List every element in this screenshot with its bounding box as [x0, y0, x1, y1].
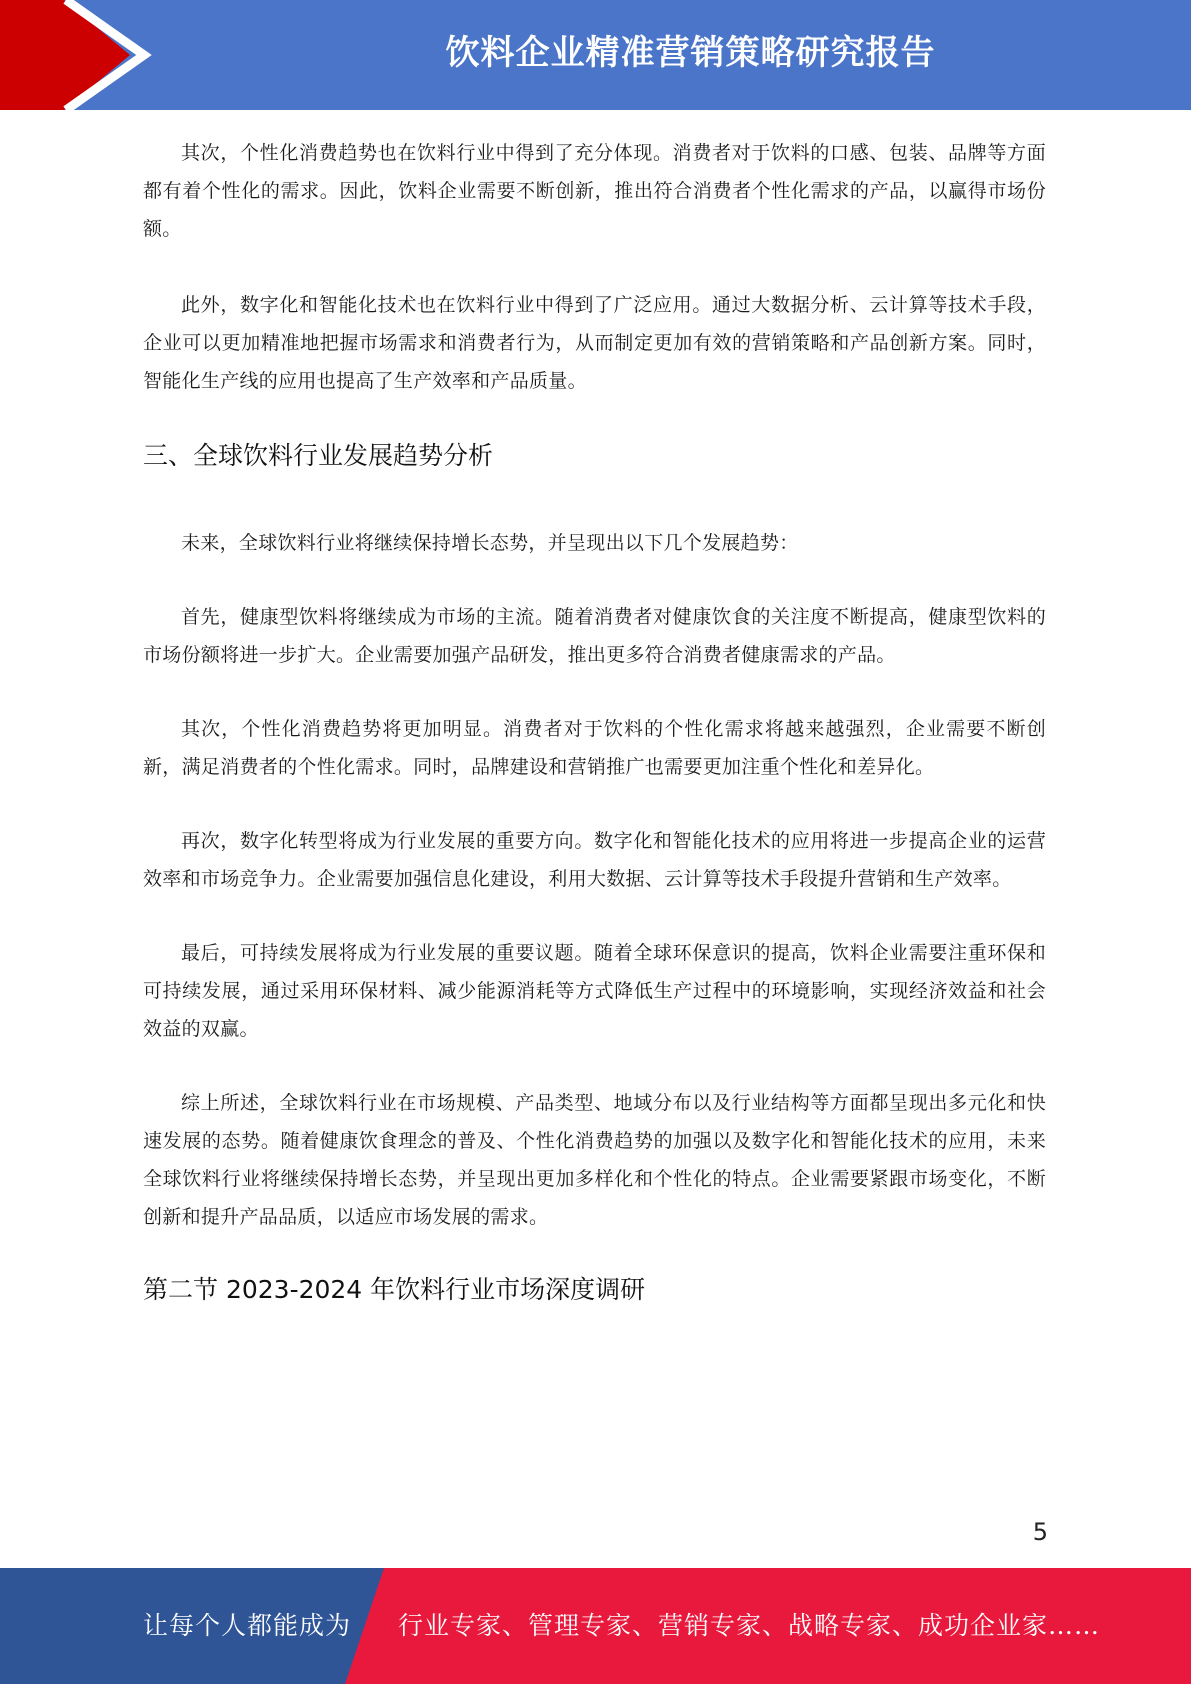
paragraph-personalization-outlook: 其次，个性化消费趋势将更加明显。消费者对于饮料的个性化需求将越来越强烈，企业需要不断创新，满足消费者的个性化需求。同时，品牌建设和营销推广也需要更加注重个性化和差异化。	[143, 718, 1046, 778]
paragraph-personalization-trend: 其次，个性化消费趋势也在饮料行业中得到了充分体现。消费者对于饮料的口感、包装、品牌等方面都有着个性化的需求。因此，饮料企业需要不断创新，推出符合消费者个性化需求的产品，以赢得市场份额。	[143, 142, 1046, 240]
paragraph-sustainability: 最后，可持续发展将成为行业发展的重要议题。随着全球环保意识的提高，饮料企业需要注重环保和可持续发展，通过采用环保材料、减少能源消耗等方式降低生产过程中的环境影响，实现经济效益和社会效益的双赢。	[143, 942, 1046, 1040]
report-title: 饮料企业精准营销策略研究报告	[445, 33, 936, 73]
paragraph-digital-transformation: 再次，数字化转型将成为行业发展的重要方向。数字化和智能化技术的应用将进一步提高企业的运营效率和市场竞争力。企业需要加强信息化建设，利用大数据、云计算等技术手段提升营销和生产效率。	[143, 830, 1046, 890]
paragraph-healthy-drinks: 首先，健康型饮料将继续成为市场的主流。随着消费者对健康饮食的关注度不断提高，健康型饮料的市场份额将进一步扩大。企业需要加强产品研发，推出更多符合消费者健康需求的产品。	[143, 606, 1046, 666]
page-content	[143, 130, 1046, 1310]
section-heading-market-research: 第二节 2023-2024 年饮料行业市场深度调研	[143, 1275, 646, 1304]
footer-slogan-left: 让每个人都能成为	[143, 1611, 352, 1640]
page-number: 5	[1032, 1518, 1048, 1546]
paragraph-summary: 综上所述，全球饮料行业在市场规模、产品类型、地域分布以及行业结构等方面都呈现出多元化和快速发展的态势。随着健康饮食理念的普及、个性化消费趋势的加强以及数字化和智能化技术的应用，未来全球饮料行业将继续保持增长态势，并呈现出更加多样化和个性化的特点。企业需要紧跟市场变化，不断创新和提升产品品质，以适应市场发展的需求。	[143, 1092, 1046, 1228]
paragraph-future-outlook: 未来，全球饮料行业将继续保持增长态势，并呈现出以下几个发展趋势：	[181, 532, 799, 554]
page-footer	[0, 1568, 1191, 1684]
footer-slogan-right: 行业专家、管理专家、营销专家、战略专家、成功企业家……	[398, 1611, 1101, 1640]
section-heading-global-trends: 三、全球饮料行业发展趋势分析	[143, 441, 494, 470]
page-header	[0, 0, 1191, 110]
paragraph-digital-tech: 此外，数字化和智能化技术也在饮料行业中得到了广泛应用。通过大数据分析、云计算等技术手段，企业可以更加精准地把握市场需求和消费者行为，从而制定更加有效的营销策略和产品创新方案。同时，智能化生产线的应用也提高了生产效率和产品质量。	[143, 294, 1046, 392]
